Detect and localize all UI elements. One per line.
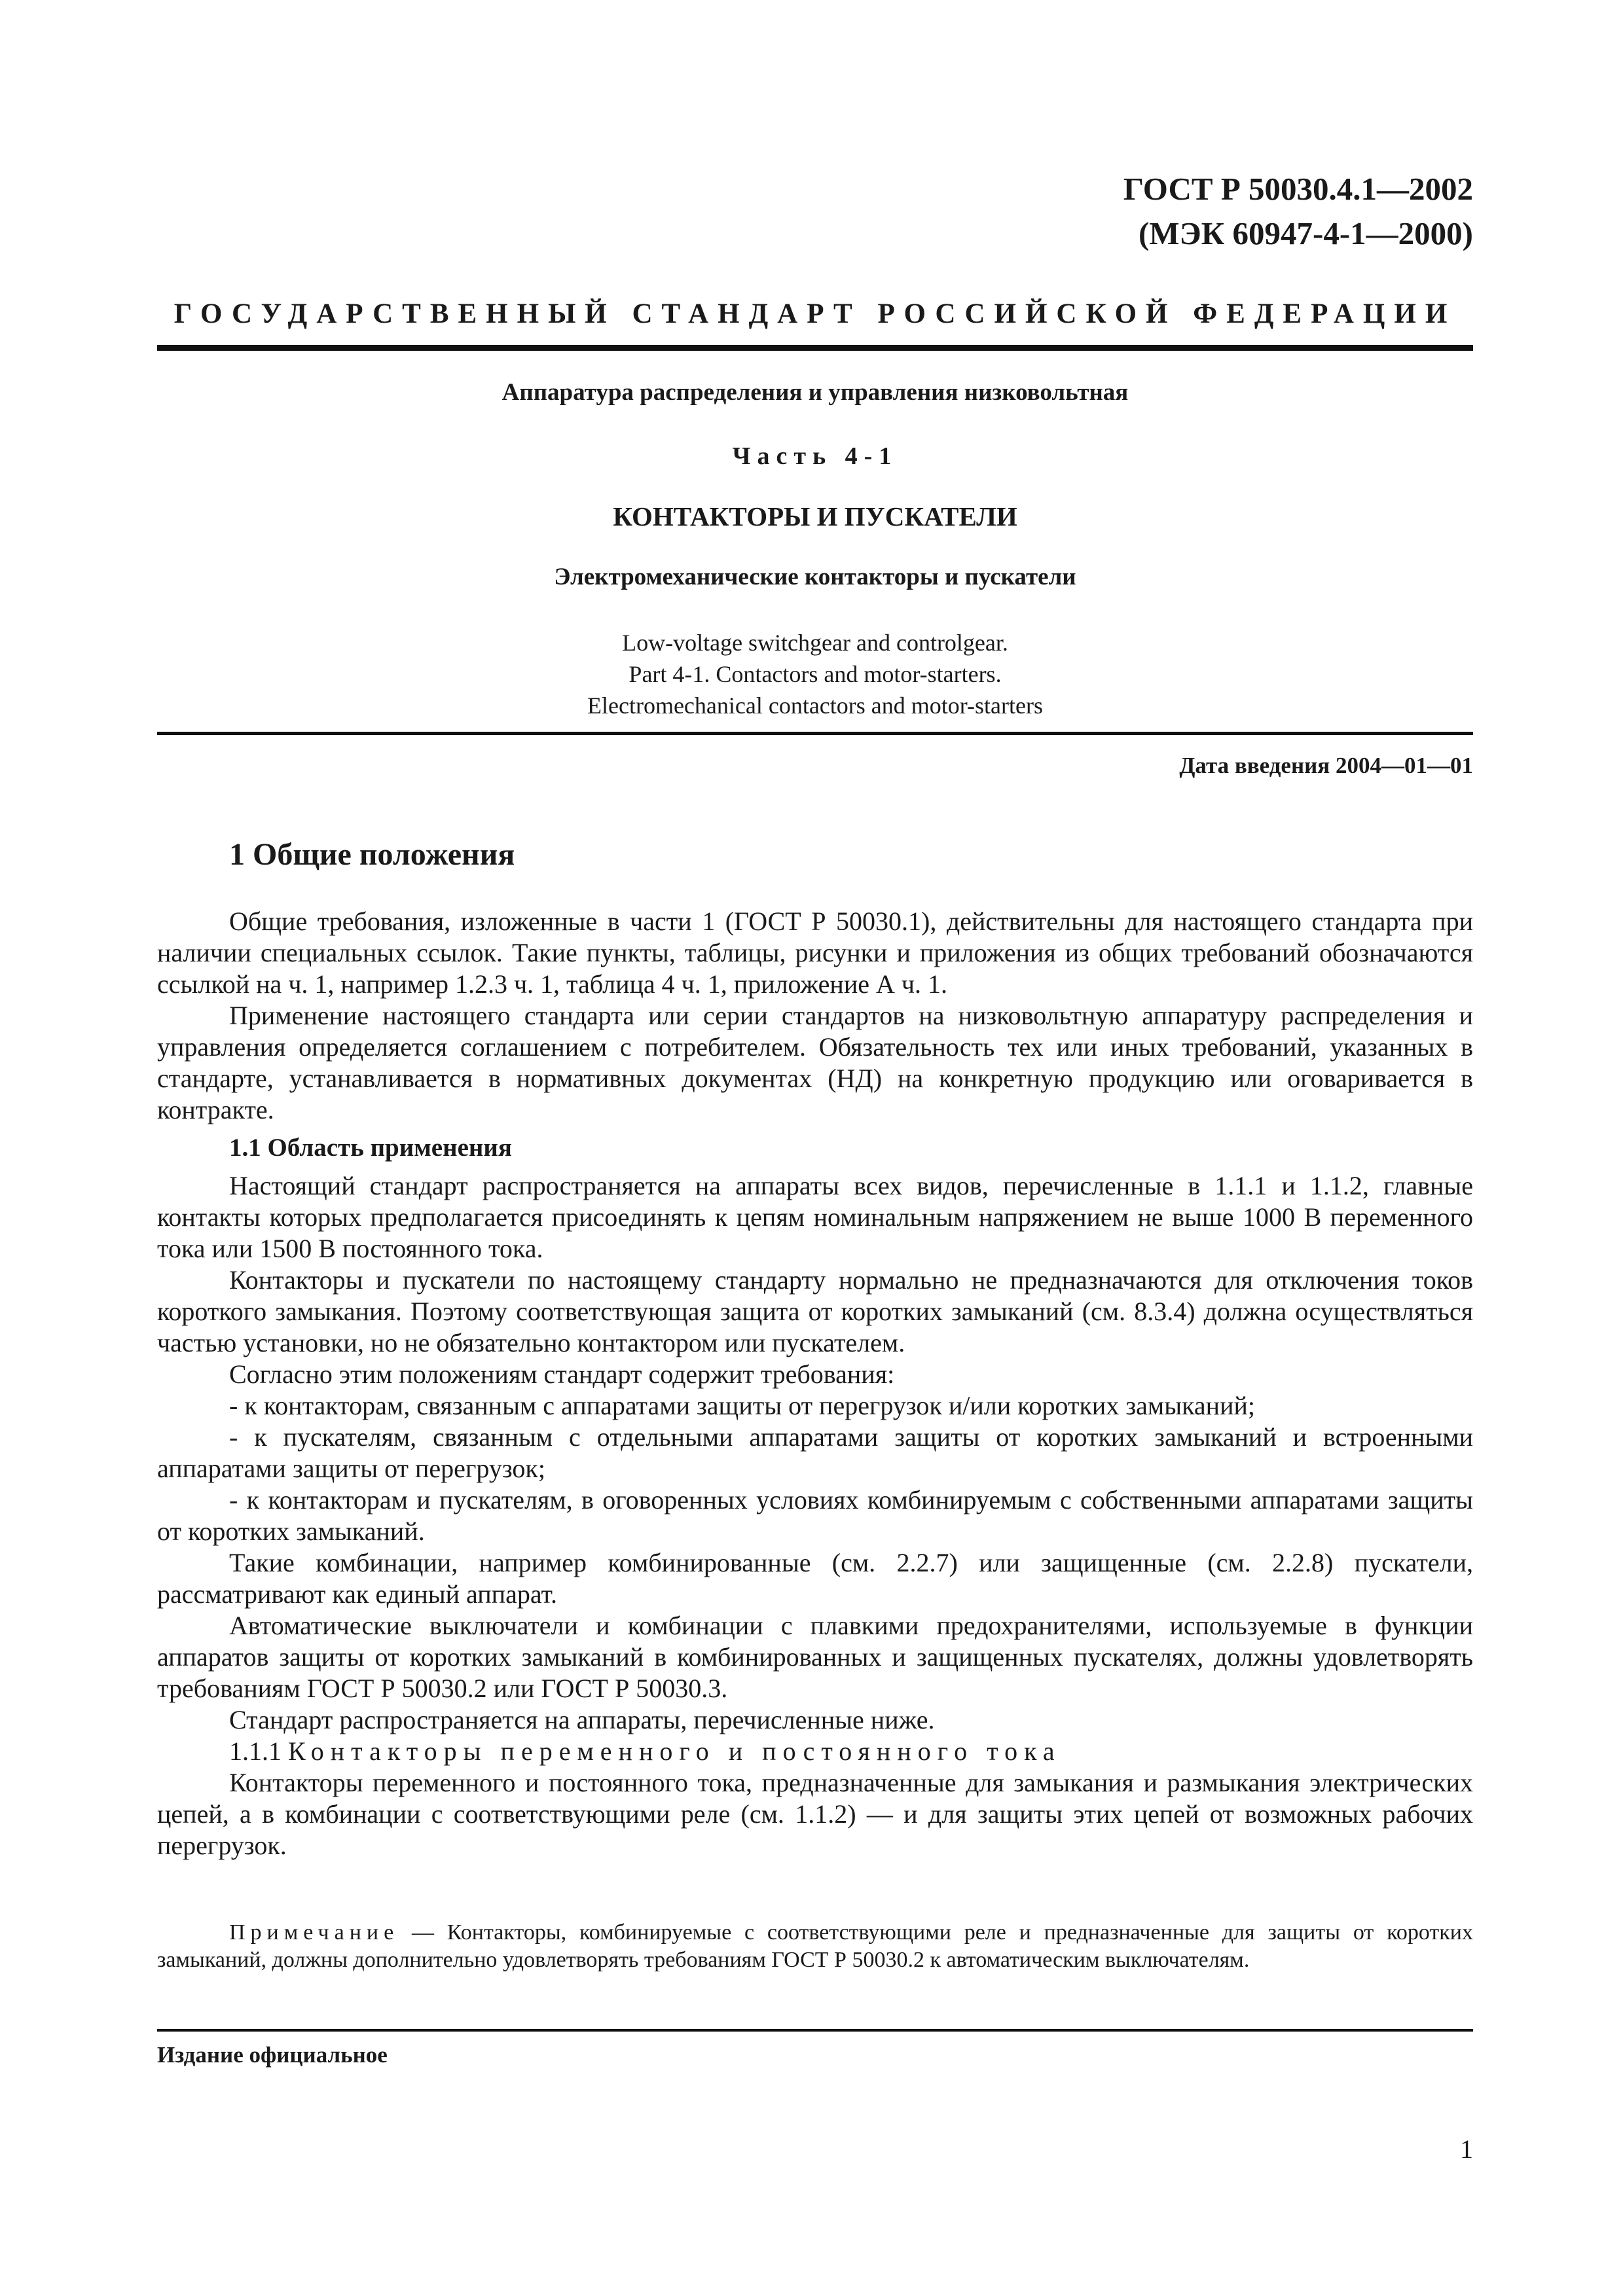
series-title: Аппаратура распределения и управления низковольтная bbox=[501, 379, 1129, 406]
paragraph: Контакторы переменного и постоянного тока, предназначенные для замыкания и размыкания электрических цепей, а в комбинации с соответствующими реле (см. 1.1.2) — и для защиты этих цепей от возможных рабочих перегрузок. bbox=[157, 1768, 1473, 1860]
title-rule bbox=[157, 732, 1473, 735]
paragraph: Настоящий стандарт распространяется на аппараты всех видов, перечисленные в 1.1.1 и 1.1.2, главные контакты которых предполагается присоединять к цепям номинальным напряжением не выше 1000 В переменного тока или 1500 В постоянного тока. bbox=[157, 1171, 1473, 1263]
english-title-line: Electromechanical contactors and motor-starters bbox=[587, 692, 1043, 719]
english-title-line: Part 4-1. Contactors and motor-starters. bbox=[629, 661, 1002, 687]
paragraph: Применение настоящего стандарта или серии стандартов на низковольтную аппаратуру распределения и управления определяется соглашением с потребителем. Обязательность тех или иных требований, указанных в стандарте, устанавливается в нормативных документах (НД) на конкретную продукцию или оговаривается в контракте. bbox=[157, 1001, 1473, 1124]
paragraph: Общие требования, изложенные в части 1 (ГОСТ Р 50030.1), действительны для настоящего стандарта при наличии специальных ссылок. Такие пункты, таблицы, рисунки и приложения из общих требований обозначаются ссылкой на ч. 1, например 1.2.3 ч. 1, таблица 4 ч. 1, приложение А ч. 1. bbox=[157, 906, 1473, 999]
english-title-line: Low-voltage switchgear and controlgear. bbox=[622, 630, 1008, 656]
paragraph: Такие комбинации, например комбинированные (см. 2.2.7) или защищенные (см. 2.2.8) пускатели, рассматривают как единый аппарат. bbox=[157, 1548, 1473, 1609]
edition-label: Издание официальное bbox=[157, 2042, 388, 2068]
sub-title: Электромеханические контакторы и пускатели bbox=[554, 564, 1076, 590]
subsection-number: 1.1.1 bbox=[229, 1736, 282, 1766]
iec-number: (МЭК 60947-4-1—2000) bbox=[1138, 215, 1473, 251]
subsection-title: Контакторы переменного и постоянного тока bbox=[288, 1736, 1061, 1766]
list-item: - к контакторам, связанным с аппаратами защиты от перегрузок и/или коротких замыканий; bbox=[229, 1391, 1255, 1420]
section-1-heading: 1 Общие положения bbox=[229, 837, 515, 872]
english-title bbox=[157, 627, 1473, 721]
header-rule bbox=[157, 345, 1473, 351]
section-1-1-heading: 1.1 Область применения bbox=[229, 1134, 512, 1162]
list-item: - к контакторам и пускателям, в оговоренных условиях комбинируемым с собственными аппаратами защиты от коротких замыканий. bbox=[157, 1485, 1473, 1546]
standard-designation bbox=[1123, 167, 1473, 256]
main-title: КОНТАКТОРЫ И ПУСКАТЕЛИ bbox=[613, 501, 1017, 531]
part-title: Часть 4-1 bbox=[732, 442, 898, 470]
gost-number: ГОСТ Р 50030.4.1—2002 bbox=[1123, 171, 1473, 207]
paragraph: Контакторы и пускатели по настоящему стандарту нормально не предназначаются для отключения токов короткого замыкания. Поэтому соответствующая защита от коротких замыканий (см. 8.3.4) должна осуществляться частью установки, но не обязательно контактором или пускателем. bbox=[157, 1265, 1473, 1357]
paragraph: Автоматические выключатели и комбинации с плавкими предохранителями, используемые в функции аппаратов защиты от коротких замыканий в комбинированных и защищенных пускателях, должны удовлетворять требованиям ГОСТ Р 50030.2 или ГОСТ Р 50030.3. bbox=[157, 1611, 1473, 1703]
paragraph: Стандарт распространяется на аппараты, перечисленные ниже. bbox=[229, 1705, 935, 1734]
list-item: - к пускателям, связанным с отдельными аппаратами защиты от коротких замыканий и встроенными аппаратами защиты от перегрузок; bbox=[157, 1422, 1473, 1483]
footer-rule bbox=[157, 2029, 1473, 2032]
note-text: — Контакторы, комбинируемые с соответствующими реле и предназначенные для защиты от коротких замыканий, должны дополнительно удовлетворять требованиям ГОСТ Р 50030.2 к автоматическим выключателям. bbox=[157, 1920, 1473, 1972]
page-number: 1 bbox=[1460, 2134, 1473, 2164]
note-paragraph bbox=[157, 1919, 1473, 1974]
document-page bbox=[157, 0, 1473, 2296]
state-standard-title: ГОСУДАРСТВЕННЫЙ СТАНДАРТ РОССИЙСКОЙ ФЕДЕРАЦИИ bbox=[173, 298, 1457, 329]
paragraph: Согласно этим положениям стандарт содержит требования: bbox=[229, 1359, 895, 1389]
note bbox=[157, 1919, 1473, 1974]
intro-date: Дата введения 2004—01—01 bbox=[1179, 753, 1473, 778]
note-label: Примечание bbox=[229, 1920, 399, 1945]
subsection-1-1-1-heading bbox=[157, 1736, 1473, 1767]
section-1-body bbox=[157, 906, 1473, 1861]
